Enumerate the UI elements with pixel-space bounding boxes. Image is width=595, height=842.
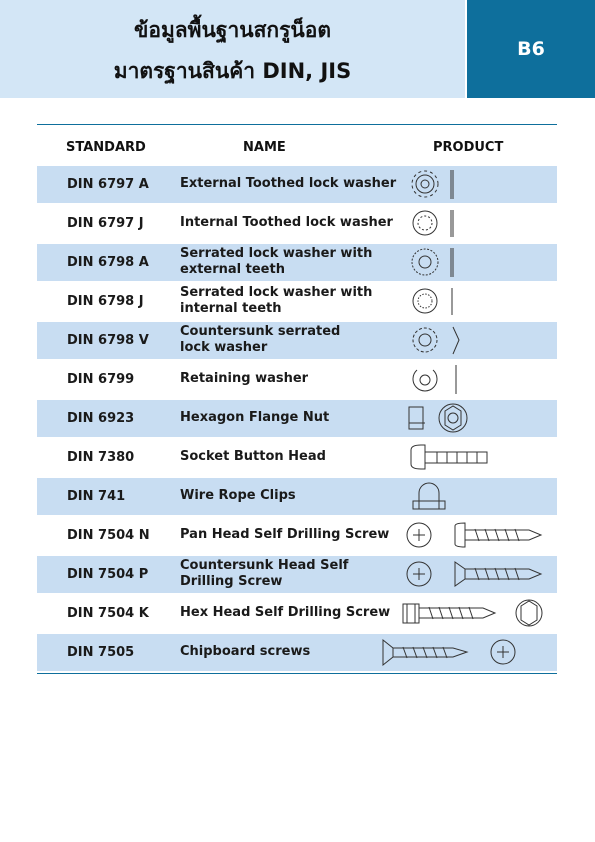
retaining-washer-icon	[407, 362, 469, 397]
table-row	[37, 595, 557, 632]
product-name	[180, 644, 310, 660]
standard-code: DIN 7380	[67, 450, 135, 465]
standard-code: DIN 6798 V	[67, 333, 149, 348]
standard-code: DIN 7504 K	[67, 606, 149, 621]
product-name	[180, 324, 340, 356]
product-name-line: Wire Rope Clips	[180, 488, 296, 503]
product-name-line: Socket Button Head	[180, 449, 326, 464]
table-row	[37, 400, 557, 437]
product-name	[180, 176, 396, 192]
product-name-line: Drilling Screw	[180, 574, 283, 589]
standard-code: DIN 7505	[67, 645, 135, 660]
table-row	[37, 517, 557, 554]
product-name-line: Retaining washer	[180, 371, 309, 386]
socket-button-head-icon	[407, 440, 497, 475]
page-title-thai: ข้อมูลพื้นฐานสกรูน็อต	[133, 18, 332, 42]
table-top-rule	[37, 124, 557, 125]
countersunk-serrated-washer-icon	[407, 323, 469, 358]
countersunk-drill-screw-icon	[399, 557, 549, 592]
product-name-line: Countersunk serrated	[180, 324, 341, 339]
product-name	[180, 215, 393, 231]
product-name-line: lock washer	[180, 340, 268, 355]
table-row	[37, 361, 557, 398]
table-row	[37, 166, 557, 203]
product-name	[180, 558, 348, 590]
product-name	[180, 410, 329, 426]
internal-toothed-washer-icon	[407, 206, 469, 241]
product-name	[180, 527, 389, 543]
wire-rope-clip-icon	[405, 479, 465, 514]
column-header-product: PRODUCT	[433, 140, 504, 155]
product-name	[180, 285, 372, 317]
standard-code: DIN 741	[67, 489, 126, 504]
standard-code: DIN 6923	[67, 411, 135, 426]
standard-code: DIN 6797 J	[67, 216, 144, 231]
standard-code: DIN 7504 P	[67, 567, 149, 582]
column-header-standard: STANDARD	[66, 140, 146, 155]
chipboard-screw-icon	[377, 635, 537, 670]
product-name	[180, 371, 308, 387]
product-name-line: Serrated lock washer with	[180, 246, 373, 261]
product-name-line: Pan Head Self Drilling Screw	[180, 527, 390, 542]
serrated-external-washer-icon	[407, 245, 469, 280]
product-name-line: external teeth	[180, 262, 285, 277]
hex-head-drill-screw-icon	[399, 596, 559, 631]
product-name	[180, 246, 372, 278]
table-row	[37, 556, 557, 593]
standard-code: DIN 7504 N	[67, 528, 150, 543]
standard-code: DIN 6798 A	[67, 255, 149, 270]
standards-table	[37, 166, 557, 673]
external-toothed-washer-icon	[407, 167, 469, 202]
hex-flange-nut-icon	[405, 401, 475, 436]
table-row	[37, 439, 557, 476]
product-name-line: internal teeth	[180, 301, 282, 316]
product-name-line: Chipboard screws	[180, 644, 311, 659]
product-name	[180, 488, 296, 504]
table-row	[37, 283, 557, 320]
table-row	[37, 478, 557, 515]
column-header-name: NAME	[243, 140, 286, 155]
section-badge: B6	[467, 0, 595, 98]
table-row	[37, 244, 557, 281]
product-name-line: Serrated lock washer with	[180, 285, 373, 300]
standard-code: DIN 6798 J	[67, 294, 144, 309]
table-row	[37, 634, 557, 671]
table-row	[37, 322, 557, 359]
pan-head-drill-screw-icon	[399, 518, 549, 553]
page-subtitle: มาตรฐานสินค้า DIN, JIS	[113, 59, 352, 83]
table-bottom-rule	[37, 673, 557, 674]
table-row	[37, 205, 557, 242]
product-name	[180, 449, 326, 465]
standard-code: DIN 6797 A	[67, 177, 149, 192]
product-name-line: Countersunk Head Self	[180, 558, 349, 573]
product-name-line: Hexagon Flange Nut	[180, 410, 330, 425]
product-name	[180, 605, 390, 621]
serrated-internal-washer-icon	[407, 284, 469, 319]
product-name-line: Hex Head Self Drilling Screw	[180, 605, 391, 620]
product-name-line: Internal Toothed lock washer	[180, 215, 393, 230]
standard-code: DIN 6799	[67, 372, 135, 387]
header-band	[0, 0, 465, 98]
product-name-line: External Toothed lock washer	[180, 176, 397, 191]
